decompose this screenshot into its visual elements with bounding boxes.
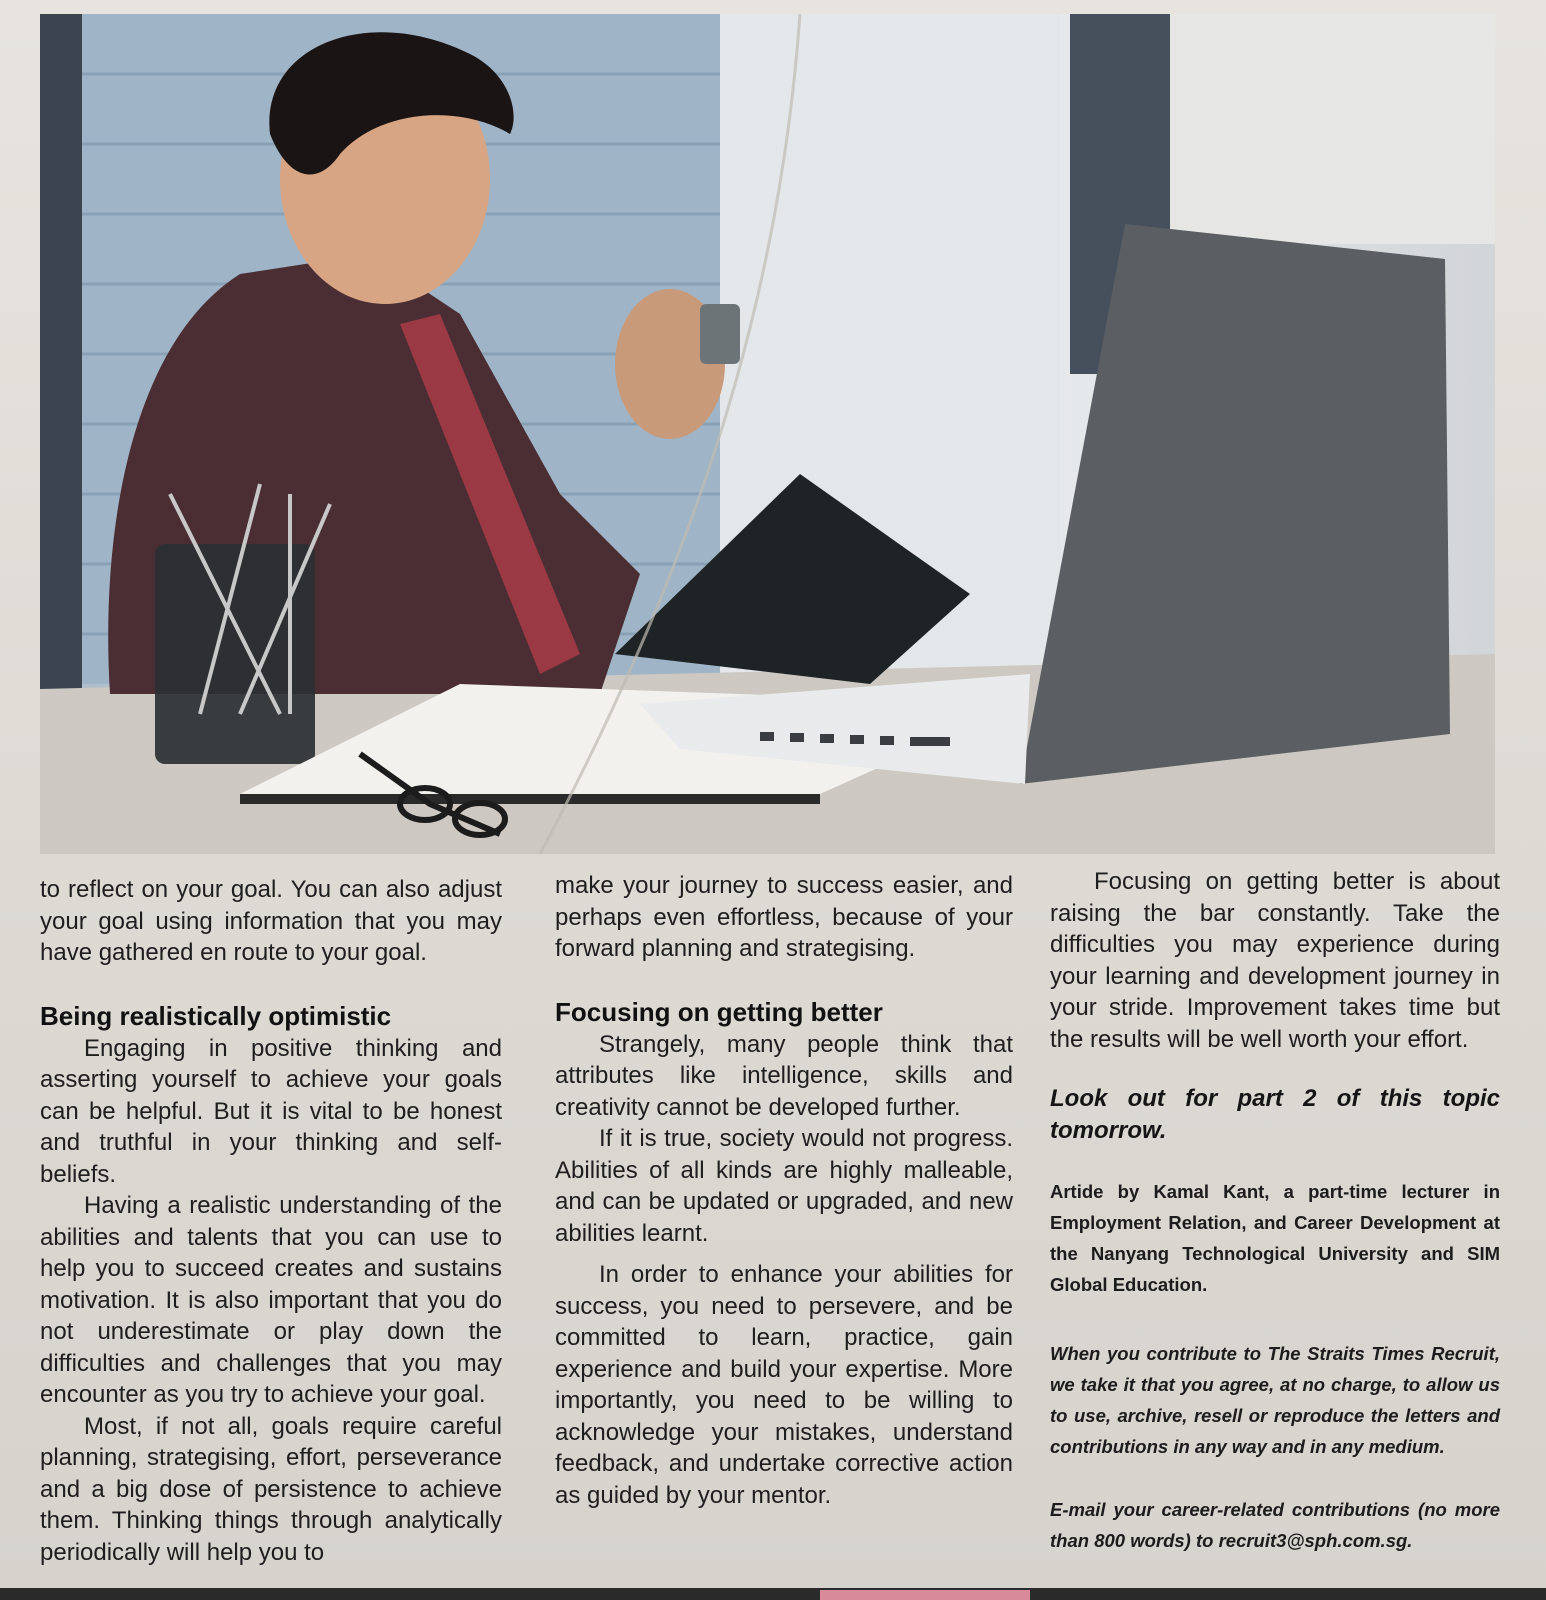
column1-paragraph-2: Having a realistic understanding of the abilities and talents that you can use to help you to succeed creates and sustains motivation. It is also important that you do not underestimate or play down the difficulties and challenges that you may encounter as you try to achieve your goal. (40, 1192, 502, 1408)
column1-intro: to reflect on your goal. You can also adjust your goal using information that you may have gathered en route to your goal. (40, 876, 502, 966)
column2-paragraph-1: Strangely, many people think that attributes like intelligence, skills and creativity cannot be developed further. (555, 1030, 1013, 1121)
author-byline: Artide by Kamal Kant, a part-time lecturer in Employment Relation, and Career Development at the Nanyang Technological University and SIM Global Education. (1050, 1181, 1500, 1295)
photo-illustration (40, 14, 1495, 854)
article-column-1 (40, 874, 502, 1568)
page-bottom-pink-strip (820, 1590, 1030, 1600)
email-contributions-note: E-mail your career-related contributions (no more than 800 words) to recruit3@sph.com.sg. (1050, 1499, 1500, 1551)
heading-being-realistically-optimistic: Being realistically optimistic (40, 1000, 392, 1031)
businessman-photo (40, 14, 1495, 854)
contribution-notice: When you contribute to The Straits Times Recruit, we take it that you agree, at no charge, to allow us to use, archive, resell or reproduce the letters and contributions in any way and in any medium. (1050, 1343, 1500, 1457)
article-column-3 (1050, 866, 1500, 1556)
column1-paragraph-3: Most, if not all, goals require careful planning, strategising, effort, perseverance and a big dose of persistence to achieve them. Thinking things through analytically periodically will help you to (40, 1412, 502, 1566)
column2-intro: make your journey to success easier, and perhaps even effortless, because of your forward planning and strategising. (555, 872, 1013, 962)
heading-focusing-on-getting-better: Focusing on getting better (555, 996, 883, 1027)
column2-paragraph-3: In order to enhance your abilities for success, you need to persevere, and be committed to learn, practice, gain experience and build your expertise. More importantly, you need to be willing to acknowledge your mistakes, understand feedback, and undertake corrective action as guided by your mentor. (555, 1261, 1013, 1509)
column1-paragraph-1: Engaging in positive thinking and asserting yourself to achieve your goals can be helpful. But it is vital to be honest and truthful in your thinking and self-beliefs. (40, 1034, 502, 1188)
column2-paragraph-2: If it is true, society would not progress. Abilities of all kinds are highly malleable, and can be updated or upgraded, and new abilities learnt. (555, 1125, 1013, 1247)
lookout-note: Look out for part 2 of this topic tomorrow. (1050, 1085, 1500, 1144)
page-bottom-strip (0, 1588, 1546, 1600)
column3-paragraph-1: Focusing on getting better is about raising the bar constantly. Take the difficulties you may experience during your learning and development journey in your stride. Improvement takes time but the results will be well worth your effort. (1050, 868, 1500, 1053)
article-column-2 (555, 870, 1013, 1511)
